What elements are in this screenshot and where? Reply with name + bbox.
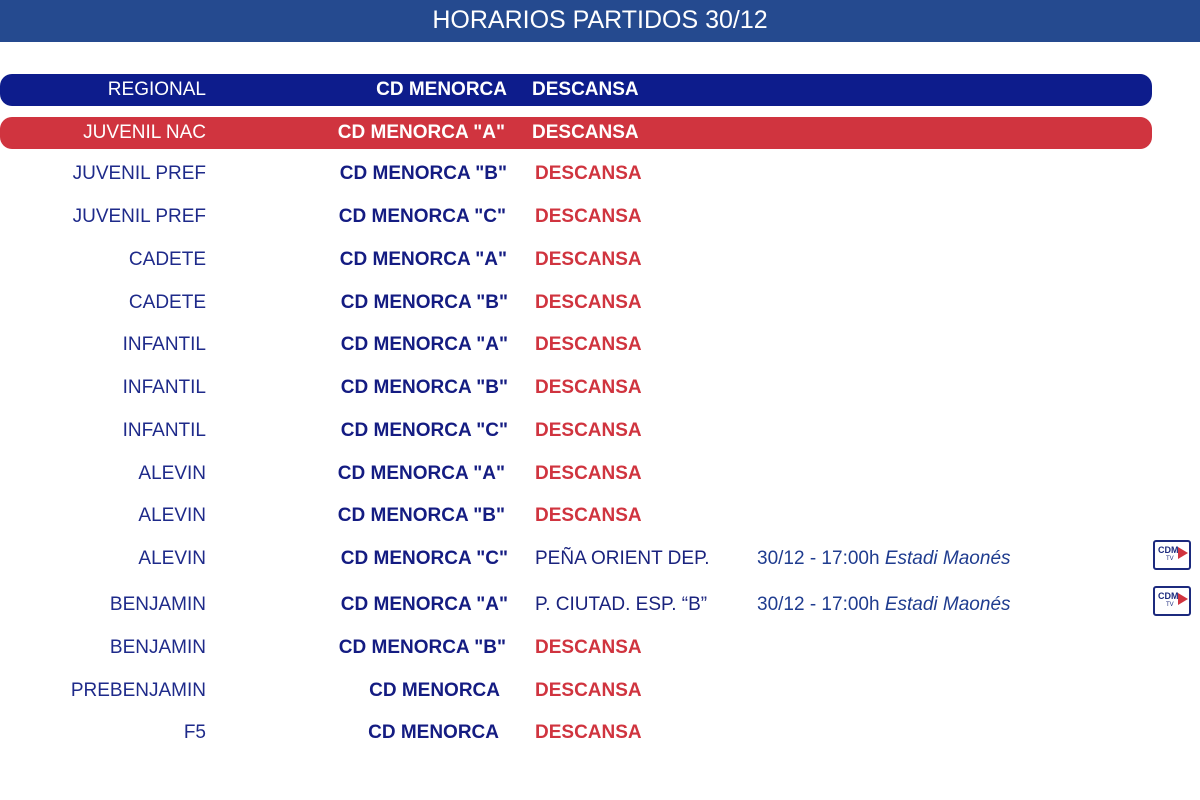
team-name: CD MENORCA "B" xyxy=(337,505,505,526)
play-icon xyxy=(1178,593,1188,605)
match-info xyxy=(757,543,1011,575)
category-label: JUVENIL PREF xyxy=(72,206,206,227)
category-label: ALEVIN xyxy=(138,463,206,484)
play-icon xyxy=(1178,547,1188,559)
category-label: INFANTIL xyxy=(122,420,206,441)
category-label: INFANTIL xyxy=(122,377,206,398)
category-label: CADETE xyxy=(128,292,206,313)
team-name: CD MENORCA "B" xyxy=(338,637,506,658)
tv-logo-sub: TV xyxy=(1166,556,1174,562)
category-label: CADETE xyxy=(128,249,206,270)
team-name: CD MENORCA "A" xyxy=(340,594,508,615)
rest-label: DESCANSA xyxy=(535,463,642,484)
team-name: CD MENORCA "A" xyxy=(340,334,508,355)
team-name: CD MENORCA "B" xyxy=(340,377,508,398)
table-row xyxy=(0,632,1200,664)
match-info xyxy=(757,589,1011,621)
opponent-name: PEÑA ORIENT DEP. xyxy=(535,548,710,569)
table-row xyxy=(0,543,1200,575)
rest-label: DESCANSA xyxy=(535,377,642,398)
rest-label: DESCANSA xyxy=(535,420,642,441)
category-label: ALEVIN xyxy=(138,505,206,526)
rest-label: DESCANSA xyxy=(535,163,642,184)
category-label: REGIONAL xyxy=(107,79,206,100)
rest-label: DESCANSA xyxy=(535,206,642,227)
rest-label: DESCANSA xyxy=(532,122,639,143)
category-label: F5 xyxy=(183,722,206,743)
table-row xyxy=(0,717,1200,749)
team-name: CD MENORCA "C" xyxy=(338,206,506,227)
rest-label: DESCANSA xyxy=(535,680,642,701)
table-row xyxy=(0,244,1200,276)
category-label: JUVENIL NAC xyxy=(83,122,206,143)
match-datetime: 30/12 - 17:00h xyxy=(757,548,880,569)
cdm-tv-button[interactable] xyxy=(1153,586,1191,616)
category-label: BENJAMIN xyxy=(109,594,206,615)
team-name: CD MENORCA xyxy=(376,79,507,100)
tv-logo-label: CDM xyxy=(1158,545,1179,555)
rest-label: DESCANSA xyxy=(535,505,642,526)
rest-label: DESCANSA xyxy=(532,79,639,100)
page-title: HORARIOS PARTIDOS 30/12 xyxy=(432,6,768,34)
category-label: INFANTIL xyxy=(122,334,206,355)
match-venue: Estadi Maonés xyxy=(884,594,1011,615)
rest-label: DESCANSA xyxy=(535,334,642,355)
team-name: CD MENORCA "A" xyxy=(337,463,505,484)
table-row xyxy=(0,74,1200,106)
cdm-tv-button[interactable] xyxy=(1153,540,1191,570)
category-label: ALEVIN xyxy=(138,548,206,569)
team-name: CD MENORCA xyxy=(368,722,499,743)
rest-label: DESCANSA xyxy=(535,249,642,270)
match-venue: Estadi Maonés xyxy=(884,548,1011,569)
team-name: CD MENORCA xyxy=(369,680,500,701)
tv-logo-sub: TV xyxy=(1166,602,1174,608)
table-row xyxy=(0,158,1200,190)
rest-label: DESCANSA xyxy=(535,637,642,658)
team-name: CD MENORCA "B" xyxy=(339,163,507,184)
category-label: JUVENIL PREF xyxy=(72,163,206,184)
table-row xyxy=(0,287,1200,319)
table-row xyxy=(0,372,1200,404)
table-row xyxy=(0,589,1200,621)
tv-logo-label: CDM xyxy=(1158,591,1179,601)
table-row xyxy=(0,458,1200,490)
rest-label: DESCANSA xyxy=(535,722,642,743)
category-label: BENJAMIN xyxy=(109,637,206,658)
table-row xyxy=(0,675,1200,707)
table-row xyxy=(0,500,1200,532)
team-name: CD MENORCA "A" xyxy=(337,122,505,143)
category-label: PREBENJAMIN xyxy=(70,680,206,701)
rest-label: DESCANSA xyxy=(535,292,642,313)
table-row xyxy=(0,329,1200,361)
match-datetime: 30/12 - 17:00h xyxy=(757,594,880,615)
team-name: CD MENORCA "C" xyxy=(340,420,508,441)
team-name: CD MENORCA "B" xyxy=(340,292,508,313)
team-name: CD MENORCA "A" xyxy=(339,249,507,270)
team-name: CD MENORCA "C" xyxy=(340,548,508,569)
table-row xyxy=(0,201,1200,233)
table-row xyxy=(0,415,1200,447)
table-row xyxy=(0,117,1200,149)
opponent-name: P. CIUTAD. ESP. “B” xyxy=(535,594,708,615)
